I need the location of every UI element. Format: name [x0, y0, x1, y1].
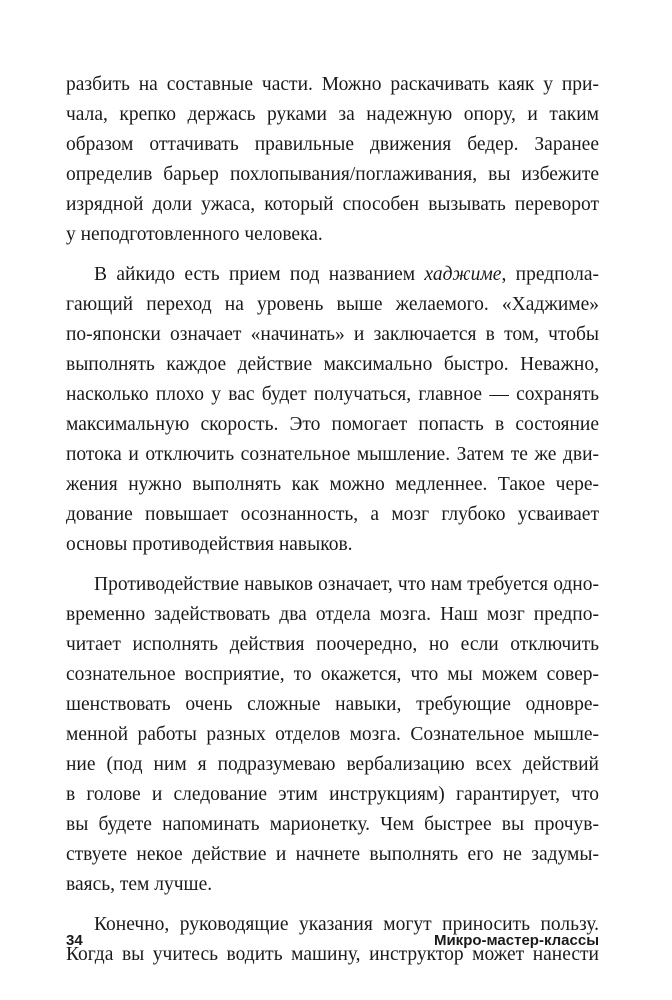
text-line: Противодействие навыков означает, что нам требуется одно- [94, 574, 599, 595]
text-line: гающий переход на уровень выше желаемого. «Хаджиме» [66, 294, 599, 315]
body-text [66, 70, 599, 970]
text-line: изрядной доли ужаса, который способен вызывать переворот [66, 194, 599, 215]
text-line: ваясь, тем лучше. [66, 874, 213, 895]
text-line: образом оттачивать правильные движения бедер. Заранее [66, 134, 599, 155]
text-line: максимальную скорость. Это помогает попасть в состояние [66, 414, 599, 435]
text-line: определив барьер похлопывания/поглаживания, вы избежите [66, 164, 599, 185]
text-run: В айкидо есть прием под названием [94, 264, 425, 285]
text-line: Когда вы учитесь водить машину, инструктор может нанести [66, 944, 599, 965]
text-line: по-японски означает «начинать» и заключается в том, чтобы [66, 324, 599, 345]
text-line: чала, крепко держась руками за надежную опору, и таким [66, 104, 599, 125]
text-line: выполнять каждое действие максимально быстро. Неважно, [66, 354, 599, 375]
text-line: читает исполнять действия поочередно, но если отключить [66, 634, 599, 655]
text-line [66, 260, 599, 290]
text-line: жения нужно выполнять как можно медленнее. Такое чере- [66, 474, 599, 495]
text-line: Конечно, руководящие указания могут приносить пользу. [94, 914, 599, 935]
text-line: шенствовать очень сложные навыки, требующие одновре- [66, 694, 599, 715]
running-title: Микро-мастер-классы [433, 932, 599, 949]
text-line: дование повышает осознанность, а мозг глубоко усваивает [66, 504, 599, 525]
page-footer [66, 932, 599, 952]
text-line: сознательное восприятие, то окажется, что мы можем совер- [66, 664, 599, 685]
text-line: разбить на составные части. Можно раскачивать каяк у при- [66, 74, 599, 95]
text-line: основы противодействия навыков. [66, 534, 353, 555]
text-line: насколько плохо у вас будет получаться, главное — сохранять [66, 384, 599, 405]
text-run: , предпола- [501, 264, 599, 285]
text-line: ствуете некое действие и начнете выполнять его не задумы- [66, 844, 599, 865]
text-line: временно задействовать два отдела мозга. Наш мозг предпо- [66, 604, 599, 625]
italic-term: хаджиме [424, 264, 502, 285]
text-line: у неподготовленного человека. [66, 224, 323, 245]
text-line: менной работы разных отделов мозга. Сознательное мышле- [66, 724, 599, 745]
page-number: 34 [66, 932, 83, 949]
text-line: потока и отключить сознательное мышление. Затем те же дви- [66, 444, 599, 465]
text-line: в голове и следование этим инструкциям) гарантирует, что [66, 784, 599, 805]
text-line: вы будете напоминать марионетку. Чем быстрее вы прочув- [66, 814, 599, 835]
text-line: ние (под ним я подразумеваю вербализацию всех действий [66, 754, 599, 775]
